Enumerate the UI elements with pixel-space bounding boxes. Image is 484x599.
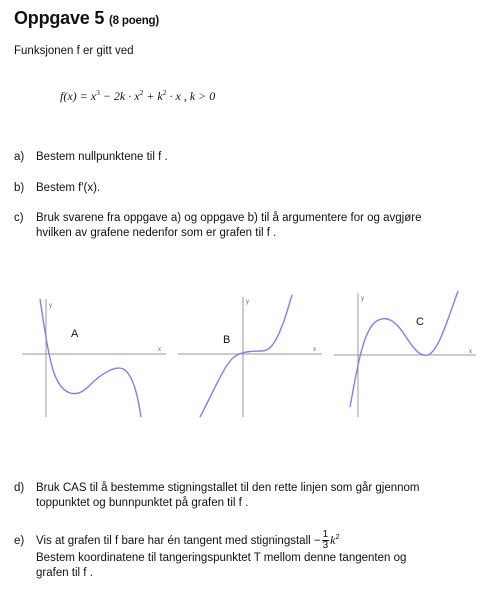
eq-exp3: 3 xyxy=(96,88,100,97)
task-a-text: Bestem nullpunktene til f . xyxy=(36,151,168,163)
graph-b-curve xyxy=(200,295,292,417)
task-e xyxy=(14,529,406,581)
task-d-line2: toppunktet og bunnpunktet på grafen til f . xyxy=(36,497,249,509)
graph-b-label: B xyxy=(223,334,231,346)
graph-a-curve xyxy=(40,299,141,417)
function-equation xyxy=(60,89,215,104)
task-c-line2: hvilken av grafene nedenfor som er grafen til f . xyxy=(36,227,277,239)
graph-b-x-label: x xyxy=(313,347,316,353)
eq-term3: + k xyxy=(143,89,163,103)
graph-a xyxy=(22,299,166,417)
eq-term2: − 2k · x xyxy=(99,89,140,103)
task-title-main: Oppgave 5 xyxy=(14,8,105,28)
task-e-line2: Bestem koordinatene til tangeringspunktet T mellom denne tangenten og xyxy=(36,552,407,564)
task-e-label: e) xyxy=(14,535,25,547)
graph-a-y-label: y xyxy=(49,303,52,309)
task-e-fraction xyxy=(322,530,330,551)
eq-exp2b: 2 xyxy=(162,88,167,97)
task-d-line1: Bruk CAS til å bestemme stigningstallet til den rette linjen som går gjennom xyxy=(36,482,420,494)
graph-c-label: C xyxy=(416,316,424,328)
task-e-k: k xyxy=(330,533,336,547)
task-e-kexp: 2 xyxy=(335,532,340,541)
eq-term4: · x , k > 0 xyxy=(166,89,216,103)
task-e-line3: grafen til f . xyxy=(36,567,93,579)
graph-a-label: A xyxy=(71,328,79,340)
task-title xyxy=(14,8,159,29)
frac-numerator: 1 xyxy=(322,529,329,541)
intro-text: Funksjonen f er gitt ved xyxy=(14,45,134,57)
task-c-line1: Bruk svarene fra oppgave a) og oppgave b) til å argumentere for og avgjøre xyxy=(36,212,422,224)
graph-b xyxy=(178,295,322,417)
task-b xyxy=(14,181,100,196)
graph-c xyxy=(334,291,476,417)
task-c-label: c) xyxy=(14,212,24,224)
task-points: (8 poeng) xyxy=(109,15,159,27)
task-e-line1: Vis at grafen til f bare har én tangent med stigningstall − xyxy=(36,535,321,547)
task-a-label: a) xyxy=(14,151,25,163)
task-a xyxy=(14,150,168,165)
graphs-panel xyxy=(0,285,484,425)
task-d xyxy=(14,481,420,511)
eq-lhs: f(x) = x xyxy=(60,89,97,103)
task-b-label: b) xyxy=(14,182,25,194)
eq-exp2a: 2 xyxy=(139,88,144,97)
graph-c-x-label: x xyxy=(469,349,472,355)
graph-c-y-label: y xyxy=(361,296,364,302)
graph-a-x-label: x xyxy=(158,347,161,353)
task-d-label: d) xyxy=(14,482,25,494)
graph-b-y-label: y xyxy=(246,299,249,305)
graph-c-curve xyxy=(350,291,458,407)
task-b-text: Bestem f′(x). xyxy=(36,182,101,194)
task-c xyxy=(14,211,421,241)
frac-denominator: 3 xyxy=(322,540,329,552)
